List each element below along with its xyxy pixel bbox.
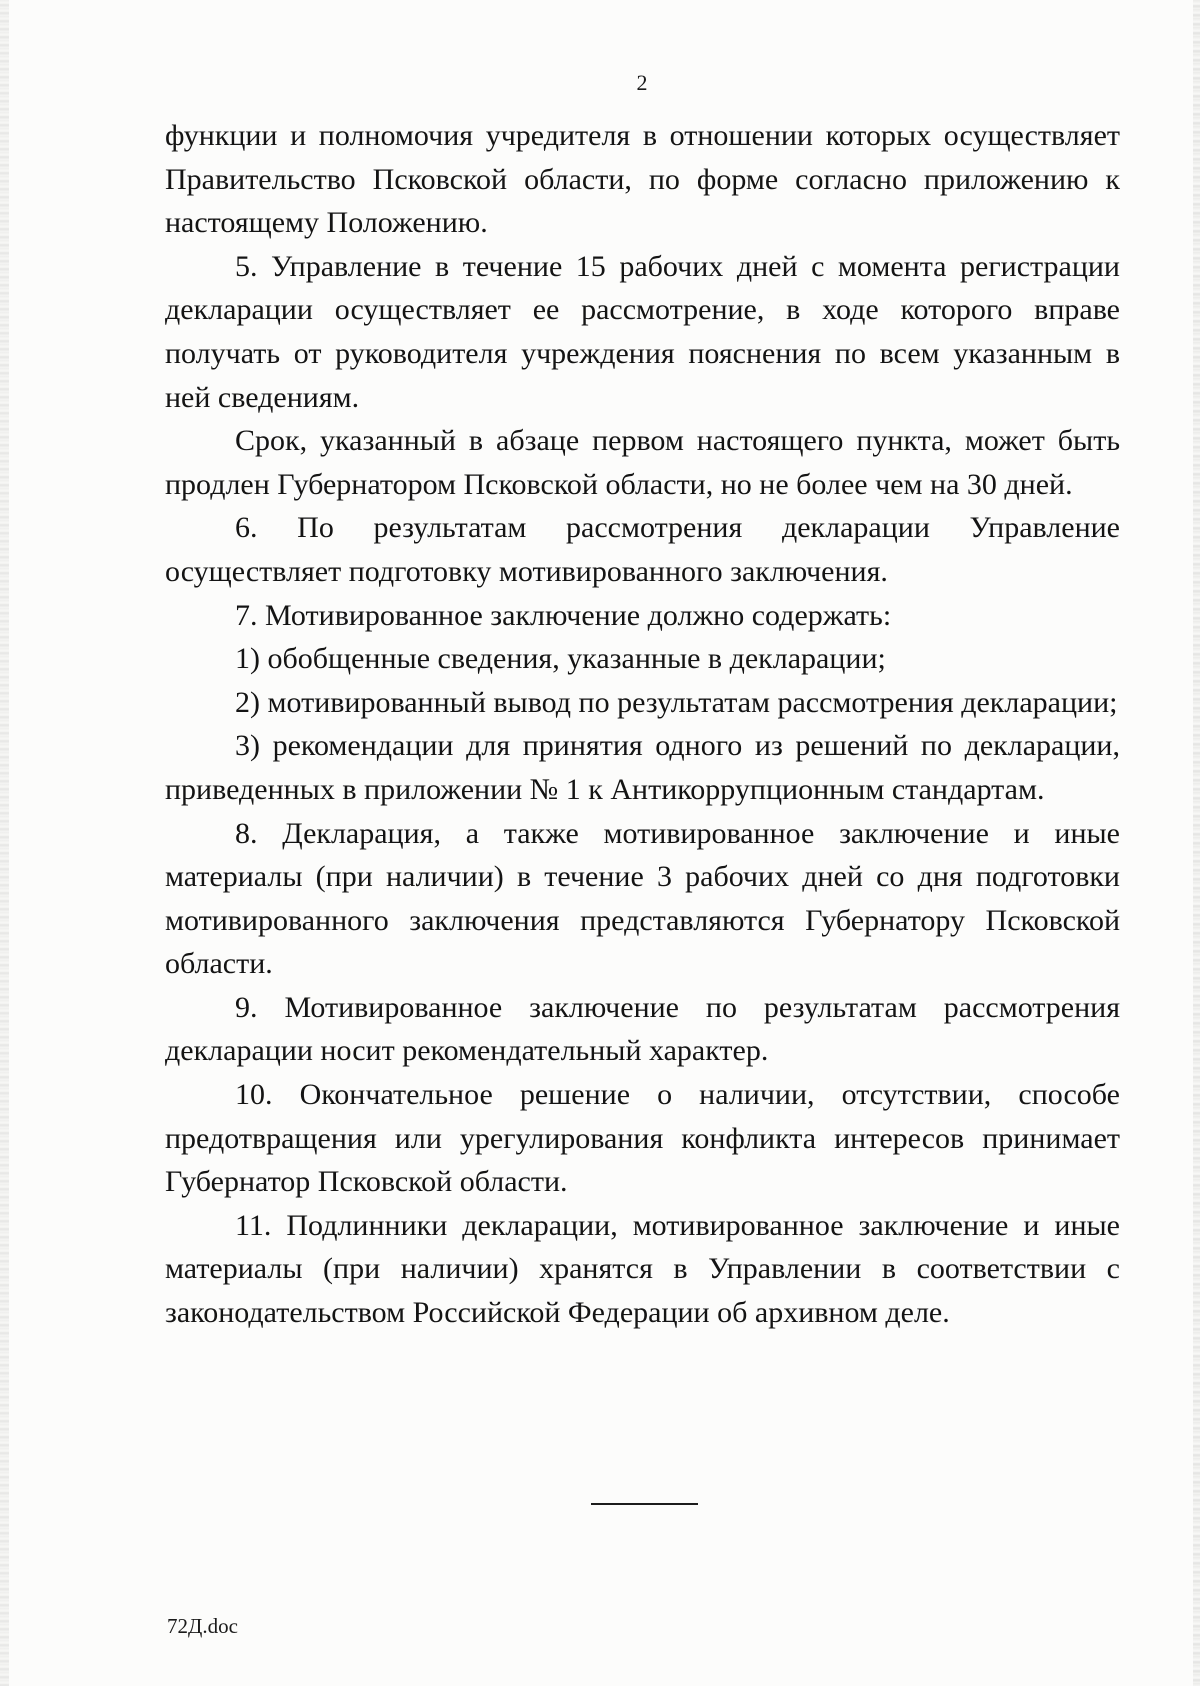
paragraph-item-10: 10. Окончательное решение о наличии, отсутствии, способе предотвращения или урегулирования конфликта интересов принимает Губернатор Псковской области.	[165, 1078, 1120, 1199]
paragraph-item-5: 5. Управление в течение 15 рабочих дней с момента регистрации декларации осуществляет ее рассмотрение, в ходе которого вправе получать от руководителя учреждения пояснения по всем указанным в ней сведениям.	[165, 249, 1120, 414]
end-separator-line	[591, 1503, 698, 1505]
paragraph-continuation: функции и полномочия учредителя в отношении которых осуществляет Правительство Псковской области, по форме согласно приложению к настоящему Положению.	[165, 119, 1120, 240]
document-body	[165, 114, 1120, 1335]
footer-file-name: 72Д.doc	[167, 1614, 238, 1638]
scan-edge-left	[0, 0, 9, 1686]
paragraph-item-11: 11. Подлинники декларации, мотивированное заключение и иные материалы (при наличии) хранятся в Управлении в соответствии с законодательством Российской Федерации об архивном деле.	[165, 1208, 1120, 1330]
scan-edge-right	[1193, 0, 1200, 1686]
paragraph-item-8: 8. Декларация, а также мотивированное заключение и иные материалы (при наличии) в течение 3 рабочих дней со дня подготовки мотивированного заключения представляются Губернатору Псковской области.	[165, 816, 1120, 981]
paragraph-subitem-2: 2) мотивированный вывод по результатам рассмотрения декларации;	[235, 685, 1118, 719]
paragraph-term-extension: Срок, указанный в абзаце первом настоящего пункта, может быть продлен Губернатором Псковской области, но не более чем на 30 дней.	[165, 424, 1120, 501]
paragraph-item-7: 7. Мотивированное заключение должно содержать:	[235, 598, 892, 632]
paragraph-subitem-3: 3) рекомендации для принятия одного из решений по декларации, приведенных в приложении № 1 к Антикоррупционным стандартам.	[165, 729, 1120, 806]
paragraph-item-6: 6. По результатам рассмотрения декларации Управление осуществляет подготовку мотивированного заключения.	[165, 511, 1120, 588]
paragraph-item-9: 9. Мотивированное заключение по результатам рассмотрения декларации носит рекомендательный характер.	[165, 990, 1120, 1068]
page-number: 2	[636, 70, 648, 95]
paragraph-subitem-1: 1) обобщенные сведения, указанные в декларации;	[235, 642, 886, 676]
